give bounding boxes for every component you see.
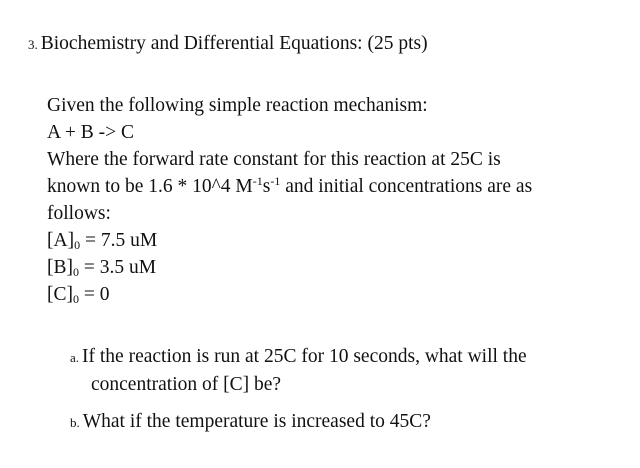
sub-question-text-line-2: concentration of [C] be? bbox=[91, 374, 282, 395]
question-title: Biochemistry and Differential Equations: (25 pts) bbox=[40, 33, 428, 54]
concentration-b bbox=[47, 254, 617, 281]
sub-question-marker: a. bbox=[70, 350, 80, 365]
rate-constant-suffix: and initial concentrations are as bbox=[280, 176, 533, 197]
concentration-c bbox=[47, 281, 617, 308]
concentration-value: = 0 bbox=[79, 284, 110, 305]
rate-constant-line-2 bbox=[47, 173, 617, 200]
species-label: [B] bbox=[47, 257, 73, 278]
question-heading bbox=[28, 31, 428, 58]
rate-constant-line-1: Where the forward rate constant for this reaction at 25C is bbox=[47, 149, 501, 170]
sub-question-list bbox=[70, 343, 630, 436]
rate-constant-prefix: known to be 1.6 * 10^4 M bbox=[47, 176, 253, 197]
concentration-a bbox=[47, 227, 617, 254]
rate-exponent-m: -1 bbox=[252, 174, 263, 188]
species-label: [A] bbox=[47, 230, 75, 251]
intro-text: Given the following simple reaction mechanism: bbox=[47, 95, 428, 116]
rate-constant-line-3: follows: bbox=[47, 203, 111, 224]
sub-question-text-line-1: What if the temperature is increased to 45C? bbox=[82, 411, 431, 432]
rate-unit-s: s bbox=[262, 176, 271, 197]
species-label: [C] bbox=[47, 284, 73, 305]
species-subscript: 0 bbox=[73, 292, 79, 306]
concentration-value: = 7.5 uM bbox=[80, 230, 158, 251]
sub-question-a bbox=[70, 343, 630, 398]
question-number: 3. bbox=[28, 37, 38, 52]
species-subscript: 0 bbox=[73, 265, 79, 279]
rate-exponent-s: -1 bbox=[270, 174, 281, 188]
question-body bbox=[47, 92, 617, 308]
species-subscript: 0 bbox=[74, 238, 81, 252]
concentration-value: = 3.5 uM bbox=[79, 257, 157, 278]
sub-question-b bbox=[70, 408, 630, 436]
sub-question-text-line-1: If the reaction is run at 25C for 10 seconds, what will the bbox=[82, 346, 527, 367]
reaction-mechanism: A + B -> C bbox=[47, 122, 135, 143]
sub-question-marker: b. bbox=[70, 415, 80, 430]
